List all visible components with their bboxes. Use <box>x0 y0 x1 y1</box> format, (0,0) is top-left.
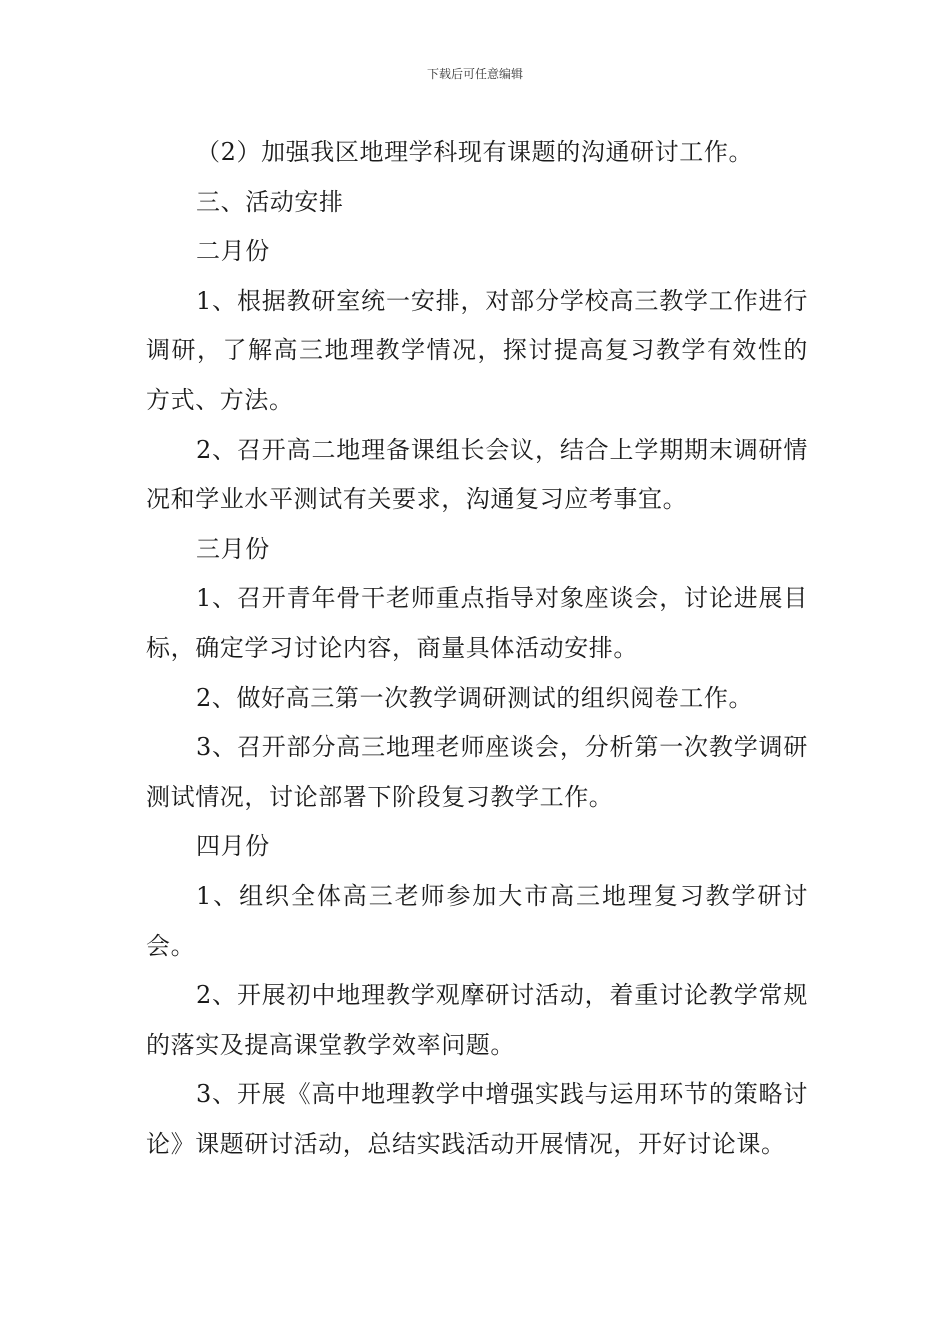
page-header-note: 下载后可任意编辑 <box>426 67 523 81</box>
paragraph-apr-item-3: 3、开展《高中地理教学中增强实践与运用环节的策略讨论》课题研讨活动，总结实践活动开展情况，开好讨论课。 <box>146 1080 808 1158</box>
section-heading-activity-plan: 三、活动安排 <box>196 187 344 216</box>
paragraph-item-2-research-exchange: （2）加强我区地理学科现有课题的沟通研讨工作。 <box>196 138 754 166</box>
month-heading-april: 四月份 <box>196 832 270 861</box>
paragraph-mar-item-1: 1、召开青年骨干老师重点指导对象座谈会，讨论进展目标，确定学习讨论内容，商量具体活动安排。 <box>146 584 808 662</box>
paragraph-mar-item-2: 2、做好高三第一次教学调研测试的组织阅卷工作。 <box>196 683 754 712</box>
paragraph-mar-item-3: 3、召开部分高三地理老师座谈会，分析第一次教学调研测试情况，讨论部署下阶段复习教学工作。 <box>146 733 808 811</box>
paragraph-apr-item-1: 1、组织全体高三老师参加大市高三地理复习教学研讨会。 <box>146 881 808 960</box>
month-heading-february: 二月份 <box>196 237 270 266</box>
paragraph-feb-item-2: 2、召开高二地理备课组长会议，结合上学期期末调研情况和学业水平测试有关要求，沟通复习应考事宜。 <box>146 435 808 514</box>
paragraph-feb-item-1: 1、根据教研室统一安排，对部分学校高三教学工作进行调研，了解高三地理教学情况，探讨提高复习教学有效性的方式、方法。 <box>146 286 808 414</box>
month-heading-march: 三月份 <box>196 534 270 563</box>
paragraph-apr-item-2: 2、开展初中地理教学观摩研讨活动，着重讨论教学常规的落实及提高课堂教学效率问题。 <box>146 981 808 1059</box>
document-body <box>146 128 808 1169</box>
